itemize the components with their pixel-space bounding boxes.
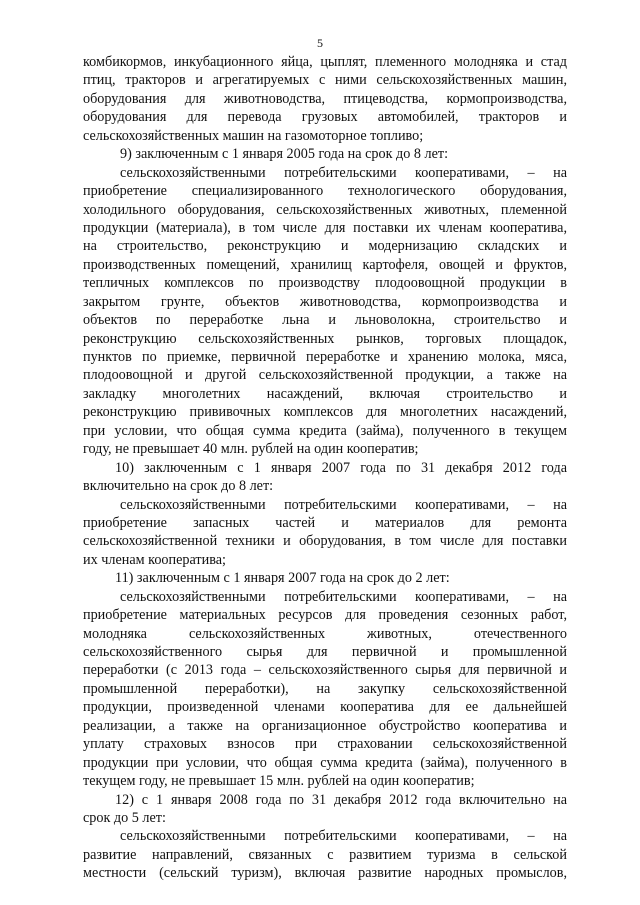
text-line: сельскохозяйственными потребительскими кооперативами, – на bbox=[120, 164, 567, 181]
text-line: оборудования для перевода грузовых автомобилей, тракторов и bbox=[83, 109, 567, 126]
text-line: комбикормов, инкубационного яйца, цыплят, племенного молодняка и стад bbox=[83, 54, 567, 70]
text-line: продукции (материала), в том числе для поставки их членам кооператива, bbox=[83, 219, 567, 236]
text-line: оборудования для животноводства, птицеводства, кормопроизводства, bbox=[83, 90, 567, 107]
text-line: объектов по переработке льна и льноволокна, строительство и bbox=[83, 312, 567, 329]
text-line: сельскохозяйственными потребительскими кооперативами, – на bbox=[120, 828, 567, 845]
text-line: срок до 5 лет: bbox=[83, 809, 166, 826]
document-body bbox=[83, 53, 567, 883]
text-line: сельскохозяйственных машин на газомоторное топливо; bbox=[83, 127, 424, 144]
text-line: 10) заключенным с 1 января 2007 года по 31 декабря 2012 года bbox=[115, 459, 567, 476]
text-line: приобретение запасных частей и материалов для ремонта bbox=[83, 514, 567, 531]
text-line: 12) с 1 января 2008 года по 31 декабря 2012 года включительно на bbox=[115, 791, 567, 808]
text-line: 11) заключенным с 1 января 2007 года на срок до 2 лет: bbox=[115, 570, 450, 587]
text-line: сельскохозяйственного сырья для первичной и промышленной bbox=[83, 644, 567, 660]
text-line: промышленной переработки), на закупку сельскохозяйственной bbox=[83, 680, 567, 697]
text-line: пунктов по приемке, первичной переработке и хранению молока, мяса, bbox=[83, 349, 567, 365]
text-line: закладку многолетних насаждений, включая строительство и bbox=[83, 385, 567, 402]
text-line: продукции, произведенной членами кооператива для ее дальнейшей bbox=[83, 699, 567, 716]
text-line: плодоовощной и другой сельскохозяйственной продукции, а также на bbox=[83, 367, 567, 384]
page-number: 5 bbox=[317, 36, 323, 50]
text-line: реализации, а также на организационное обустройство кооператива и bbox=[83, 717, 567, 734]
text-line: местности (сельский туризм), включая развитие народных промыслов, bbox=[83, 865, 567, 882]
text-line: закрытом грунте, объектов животноводства, кормопроизводства и bbox=[83, 293, 567, 310]
text-line: сельскохозяйственной техники и оборудования, в том числе для поставки bbox=[83, 533, 567, 550]
text-line: приобретение материальных ресурсов для проведения сезонных работ, bbox=[83, 607, 567, 624]
text-line: производственных помещений, хранилищ картофеля, овощей и фруктов, bbox=[83, 256, 567, 273]
text-line: сельскохозяйственными потребительскими кооперативами, – на bbox=[120, 588, 567, 605]
text-line: приобретение специализированного технологического оборудования, bbox=[83, 183, 567, 200]
text-line: включительно на срок до 8 лет: bbox=[83, 478, 274, 495]
text-line: реконструкцию прививочных комплексов для многолетних насаждений, bbox=[83, 404, 567, 421]
text-line: сельскохозяйственными потребительскими кооперативами, – на bbox=[120, 496, 567, 513]
text-line: их членам кооператива; bbox=[83, 551, 226, 568]
text-line: молодняка сельскохозяйственных животных, отечественного bbox=[83, 625, 567, 642]
text-line: уплату страховых взносов при страховании сельскохозяйственной bbox=[83, 736, 567, 753]
text-line: 9) заключенным с 1 января 2005 года на срок до 8 лет: bbox=[120, 146, 449, 163]
text-line: тепличных комплексов по производству плодоовощной продукции в bbox=[83, 275, 567, 292]
text-line: холодильного оборудования, сельскохозяйственных животных, племенной bbox=[83, 201, 567, 218]
text-line: продукции при условии, что общая сумма кредита (займа), полученного в bbox=[83, 754, 567, 771]
text-line: реконструкцию сельскохозяйственных рынков, торговых площадок, bbox=[83, 330, 567, 347]
text-line: при условии, что общая сумма кредита (займа), полученного в текущем bbox=[83, 422, 567, 439]
text-line: птиц, тракторов и агрегатируемых с ними сельскохозяйственных машин, bbox=[83, 72, 567, 89]
text-line: текущем году, не превышает 15 млн. рублей на один кооператив; bbox=[83, 773, 475, 790]
text-line: переработки (с 2013 года – сельскохозяйственного сырья для первичной и bbox=[83, 662, 567, 679]
text-line: на строительство, реконструкцию и модернизацию складских и bbox=[83, 238, 567, 255]
text-line: году, не превышает 40 млн. рублей на один кооператив; bbox=[83, 441, 419, 458]
text-line: развитие направлений, связанных с развитием туризма в сельской bbox=[83, 846, 567, 863]
